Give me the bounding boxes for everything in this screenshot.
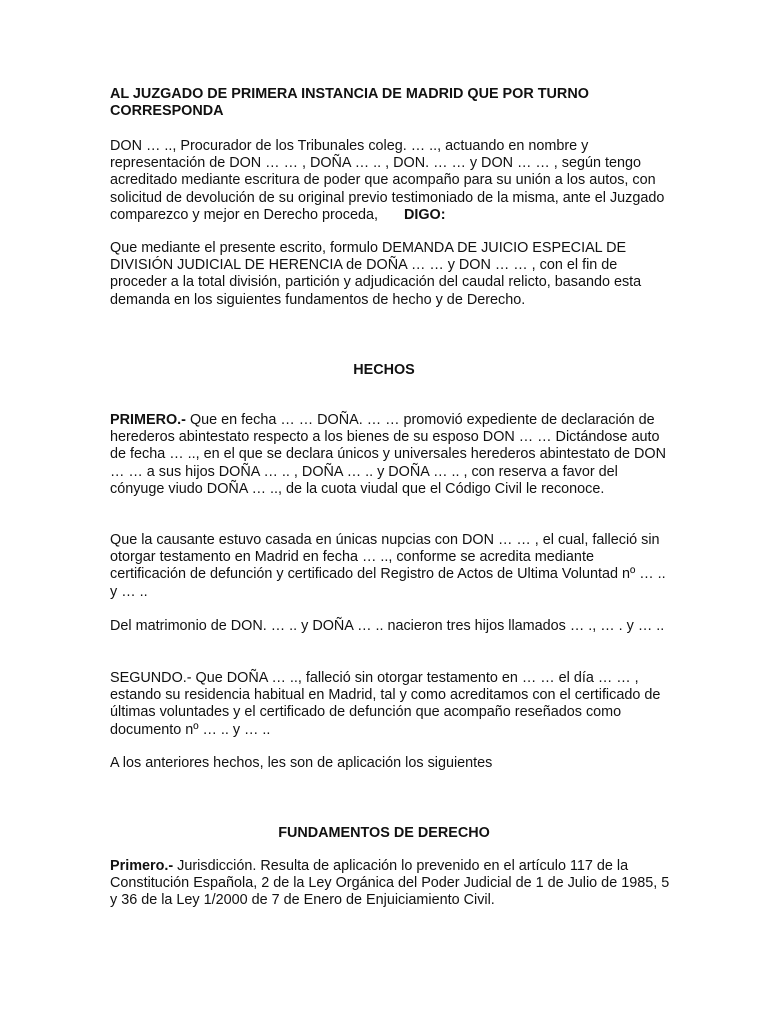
intro-text: DON … .., Procurador de los Tribunales coleg. … .., actuando en nombre y representación de DON … … , DOÑA … .. , DON. … … y DON … … , según tengo acreditado mediante escritura de poder que acompaño para su unión a los autos, con solicitud de devolución de su original previo testimoniado de la misma, ante el Juzgado comparezco y mejor en Derecho proceda, bbox=[110, 138, 665, 223]
matrimonio-paragraph: Del matrimonio de DON. … .. y DOÑA … .. nacieron tres hijos llamados … ., … . y … .. bbox=[110, 618, 665, 634]
intro-paragraph bbox=[110, 138, 670, 224]
primero-fundamento-text: Jurisdicción. Resulta de aplicación lo prevenido en el artículo 117 de la Constitución Española, 2 de la Ley Orgánica del Poder Judicial de 1 de Julio de 1985, 5 y 36 de la Ley 1/2000 de 7 de Enero de Enjuiciamiento Civil. bbox=[110, 858, 670, 909]
causante-paragraph: Que la causante estuvo casada en únicas nupcias con DON … … , el cual, falleció sin otorgar testamento en Madrid en fecha … .., conforme se acredita mediante certificación de defunción y certificado del Registro de Actos de Ultima Voluntad nº … .. y … .. bbox=[110, 532, 666, 600]
primero-paragraph bbox=[110, 412, 670, 498]
hechos-heading: HECHOS bbox=[353, 362, 415, 378]
digo-label: DIGO: bbox=[403, 206, 446, 223]
primero-text: Que en fecha … … DOÑA. … … promovió expediente de declaración de herederos abintestato respecto a los bienes de su esposo DON … … Dictándose auto de fecha … .., en el que se declara únicos y universales herederos abintestato de DON … … a sus hijos DOÑA … .. , DOÑA … .. y DOÑA … .. , con reserva a favor del cónyuge viudo DOÑA … .., de la cuota viudal que el Código Civil le reconoce. bbox=[110, 412, 666, 497]
primero-fundamento-paragraph bbox=[110, 858, 670, 910]
demand-paragraph: Que mediante el presente escrito, formulo DEMANDA DE JUICIO ESPECIAL DE DIVISIÓN JUDICIAL DE HERENCIA de DOÑA … … y DON … … , con el fin de proceder a la total división, partición y adjudicación del caudal relicto, basando esta demanda en los siguientes fundamentos de hecho y de Derecho. bbox=[110, 240, 642, 308]
document-title: AL JUZGADO DE PRIMERA INSTANCIA DE MADRID QUE POR TURNO CORRESPONDA bbox=[110, 86, 589, 120]
primero-label: PRIMERO.- bbox=[110, 412, 186, 428]
segundo-paragraph: SEGUNDO.- Que DOÑA … .., falleció sin otorgar testamento en … … el día … … , estando su residencia habitual en Madrid, tal y como acreditamos con el certificado de últimas voluntades y el certificado de defunción que acompaño reseñados como documento nº … .. y … .. bbox=[110, 670, 661, 738]
fundamentos-heading: FUNDAMENTOS DE DERECHO bbox=[278, 825, 490, 841]
aplicacion-paragraph: A los anteriores hechos, les son de aplicación los siguientes bbox=[110, 755, 493, 771]
primero-fundamento-label: Primero.- bbox=[110, 858, 174, 874]
